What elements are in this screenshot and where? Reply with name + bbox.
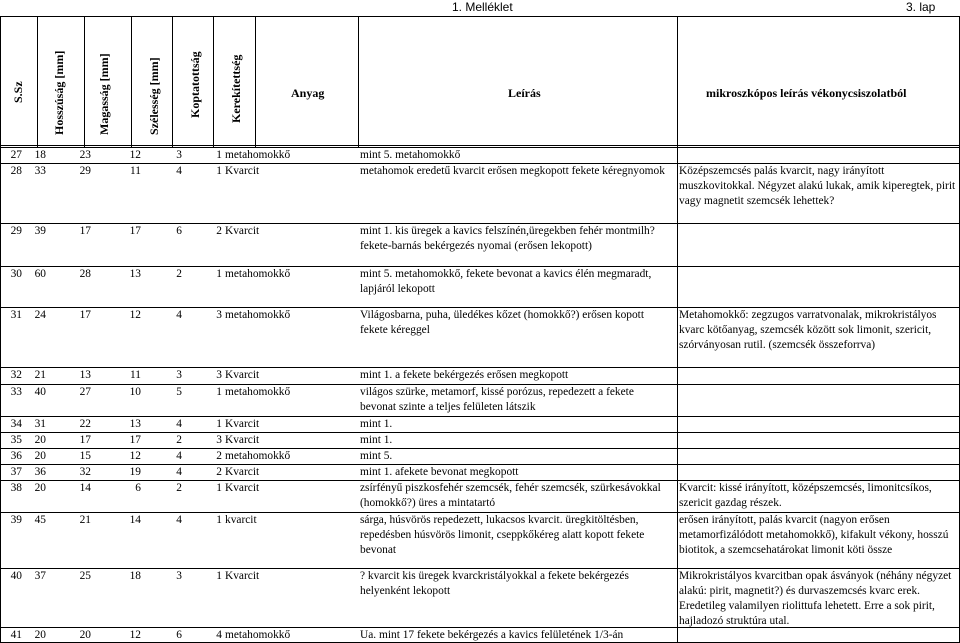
cell-sz: 37 [10,466,22,478]
rule [0,145,960,146]
table-row [0,267,960,307]
cell-s: 10 [129,386,141,398]
cell-s: 11 [130,165,141,177]
cell-sz: 38 [10,482,22,494]
cell-anyag: kvarcit [225,514,257,526]
cell-h: 36 [34,466,46,478]
header-mikro: mikroszkópos leírás vékonycsiszolatból [706,86,907,100]
cell-m: 13 [79,369,91,381]
cell-r: 1 [216,149,222,161]
table-row [0,164,960,223]
cell-leiras: sárga, húsvörös repedezett, lukacsos kvarcit. üregkitöltésben, repedésben húsvörös limonit, cseppkőkéreg alatt kopott fekete bevonat [360,514,645,556]
row-rule [0,307,960,308]
cell-m: 21 [79,514,91,526]
cell-s: 11 [130,369,141,381]
row-rule [0,147,960,148]
cell-m: 29 [79,165,91,177]
cell-s: 12 [129,629,141,641]
cell-m: 17 [79,309,91,321]
cell-m: 17 [79,434,91,446]
cell-r: 1 [216,514,222,526]
table-row [0,385,960,416]
cell-leiras: mint 5. metahomokkő [360,149,461,161]
cell-k: 5 [176,386,182,398]
row-rule [0,568,960,569]
cell-leiras: Ua. mint 17 fekete bekérgezés a kavics felületének 1/3-án [360,629,624,641]
cell-r: 2 [216,450,222,462]
cell-k: 6 [176,225,182,237]
cell-r: 1 [216,418,222,430]
cell-r: 3 [216,434,222,446]
cell-h: 33 [34,165,46,177]
row-rule [0,627,960,628]
grid-line [358,16,359,147]
table-row [0,513,960,568]
cell-m: 17 [79,225,91,237]
cell-k: 4 [176,418,182,430]
cell-anyag: Kvarcit [225,466,260,478]
grid-line [213,16,214,147]
cell-leiras: metahomok eredetű kvarcit erősen megkopott fekete kéregnyomok [360,165,665,177]
cell-r: 4 [216,629,222,641]
cell-leiras: mint 1. [360,418,393,430]
row-rule [0,480,960,481]
cell-s: 12 [129,149,141,161]
cell-s: 17 [129,434,141,446]
cell-anyag: Kvarcit [225,369,260,381]
cell-leiras: mint 1. afekete bevonat megkopott [360,466,519,478]
row-rule [0,512,960,513]
cell-leiras: ? kvarcit kis üregek kvarckristályokkal a fekete bekérgezés helyenként lekopott [360,570,629,597]
cell-m: 32 [79,466,91,478]
cell-leiras: mint 5. metahomokkő, fekete bevonat a kavics élén megmaradt, lapjáról lekopott [360,268,652,295]
cell-k: 2 [176,482,182,494]
row-rule [0,266,960,267]
cell-m: 20 [79,629,91,641]
row-rule [0,448,960,449]
cell-mikro: Mikrokristályos kvarcitban opak ásványok (néhány négyzet alakú: pirit, magnetit?) és durvaszemcsés kvarc erek. Eredetileg valamilyen riolittufa lehetett. Erre a sok pirit, hajladozó struktúra utal. [679,570,952,627]
cell-anyag: Kvarcit [225,225,260,237]
cell-anyag: metahomokkő [225,309,291,321]
cell-mikro: Metahomokkő: zegzugos varratvonalak, mikrokristályos kvarc kötőanyag, szemcsék között sok limonit, szericit, szórványosan rutil. (szemcsék összeforrva) [679,309,937,351]
cell-sz: 32 [10,369,22,381]
cell-s: 17 [129,225,141,237]
cell-s: 12 [129,450,141,462]
cell-s: 19 [129,466,141,478]
cell-sz: 36 [10,450,22,462]
cell-h: 21 [34,369,46,381]
cell-h: 37 [34,570,46,582]
cell-leiras: mint 5. [360,450,393,462]
cell-r: 1 [216,268,222,280]
cell-sz: 27 [10,149,22,161]
cell-m: 22 [79,418,91,430]
cell-anyag: Kvarcit [225,165,260,177]
cell-anyag: Kvarcit [225,418,260,430]
row-rule [0,384,960,385]
cell-k: 3 [176,149,182,161]
cell-m: 15 [79,450,91,462]
cell-sz: 30 [10,268,22,280]
table-row [0,449,960,464]
cell-r: 1 [216,386,222,398]
cell-mikro: Kvarcit: kissé irányított, középszemcsés, limonitcsíkos, szericit gazdag részek. [679,482,932,509]
table-row [0,569,960,627]
cell-leiras: Világosbarna, puha, üledékes kőzet (homokkő?) erősen kopott fekete kéreggel [360,309,644,336]
row-rule [0,432,960,433]
cell-r: 2 [216,466,222,478]
cell-k: 4 [176,466,182,478]
header-right: 3. lap [906,0,936,14]
cell-sz: 31 [10,309,22,321]
table-row [0,628,960,643]
cell-s: 12 [129,309,141,321]
cell-h: 20 [34,482,46,494]
row-rule [0,464,960,465]
cell-k: 4 [176,450,182,462]
cell-k: 3 [176,570,182,582]
cell-m: 27 [79,386,91,398]
grid-line [37,16,38,147]
cell-leiras: mint 1. kis üregek a kavics felszínén,üregekben fehér montmilh? fekete-barnás bekérgezés nyomai (erősen lekopott) [360,225,655,252]
row-rule [0,416,960,417]
grid-line [677,16,678,147]
table-row [0,148,960,163]
cell-anyag: Kvarcit [225,570,260,582]
cell-sz: 39 [10,514,22,526]
header-leiras: Leírás [508,86,541,100]
cell-sz: 40 [10,570,22,582]
grid-line [172,16,173,147]
table-row [0,465,960,480]
grid-line [0,16,1,147]
cell-m: 23 [79,149,91,161]
cell-leiras: zsírfényű piszkosfehér szemcsék, fehér szemcsék, szürkesávokkal (homokkő?) üres a mintatartó [360,482,661,509]
cell-r: 3 [216,369,222,381]
cell-r: 1 [216,570,222,582]
cell-h: 20 [34,629,46,641]
grid-line [0,147,1,643]
row-rule [0,223,960,224]
cell-h: 24 [34,309,46,321]
cell-k: 2 [176,434,182,446]
cell-h: 40 [34,386,46,398]
row-rule [0,367,960,368]
table-row [0,433,960,448]
cell-k: 6 [176,629,182,641]
cell-sz: 28 [10,165,22,177]
cell-m: 14 [79,482,91,494]
cell-anyag: metahomokkő [225,386,291,398]
cell-sz: 35 [10,434,22,446]
cell-s: 6 [135,482,141,494]
cell-mikro: erősen irányított, palás kvarcit (nagyon erősen metamorfizálódott metahomokkő), kifakult vékony, hosszú biotitok, a szemcsehatárokat limonit köti össze [679,514,949,556]
cell-h: 18 [34,149,46,161]
cell-anyag: metahomokkő [225,149,291,161]
cell-s: 13 [129,268,141,280]
cell-s: 13 [129,418,141,430]
cell-k: 4 [176,165,182,177]
cell-leiras: világos szürke, metamorf, kissé porózus, repedezett a fekete bevonat szinte a teljes felületen látszik [360,386,634,413]
cell-r: 3 [216,309,222,321]
cell-anyag: Kvarcit [225,482,260,494]
cell-s: 18 [129,570,141,582]
cell-k: 3 [176,369,182,381]
cell-k: 2 [176,268,182,280]
grid-line [677,147,678,643]
cell-h: 20 [34,434,46,446]
cell-sz: 41 [10,629,22,641]
table-row [0,368,960,384]
cell-h: 31 [34,418,46,430]
cell-k: 4 [176,514,182,526]
cell-r: 1 [216,482,222,494]
rule [0,16,960,17]
table-row [0,417,960,432]
cell-h: 20 [34,450,46,462]
cell-k: 4 [176,309,182,321]
header-left: 1. Melléklet [452,0,513,14]
header-anyag: Anyag [291,86,325,100]
cell-anyag: metahomokkő [225,268,291,280]
cell-m: 28 [79,268,91,280]
cell-h: 39 [34,225,46,237]
cell-r: 2 [216,225,222,237]
cell-mikro: Középszemcsés palás kvarcit, nagy irányított muszkovitokkal. Négyzet alakú lukak, amik kiperegtek, pirit vagy magnetit szemcsék lehettek? [679,165,956,207]
grid-line [84,16,85,147]
row-rule [0,163,960,164]
cell-h: 45 [34,514,46,526]
table-row [0,224,960,266]
cell-sz: 33 [10,386,22,398]
grid-line [255,16,256,147]
table-row [0,481,960,512]
cell-sz: 34 [10,418,22,430]
cell-leiras: mint 1. a fekete bekérgezés erősen megkopott [360,369,569,381]
cell-anyag: metahomokkő [225,450,291,462]
cell-anyag: Kvarcit [225,434,260,446]
cell-r: 1 [216,165,222,177]
grid-line [131,16,132,147]
cell-anyag: metahomokkő [225,629,291,641]
cell-s: 14 [129,514,141,526]
cell-leiras: mint 1. [360,434,393,446]
table-row [0,308,960,367]
cell-h: 60 [34,268,46,280]
cell-sz: 29 [10,225,22,237]
cell-m: 25 [79,570,91,582]
